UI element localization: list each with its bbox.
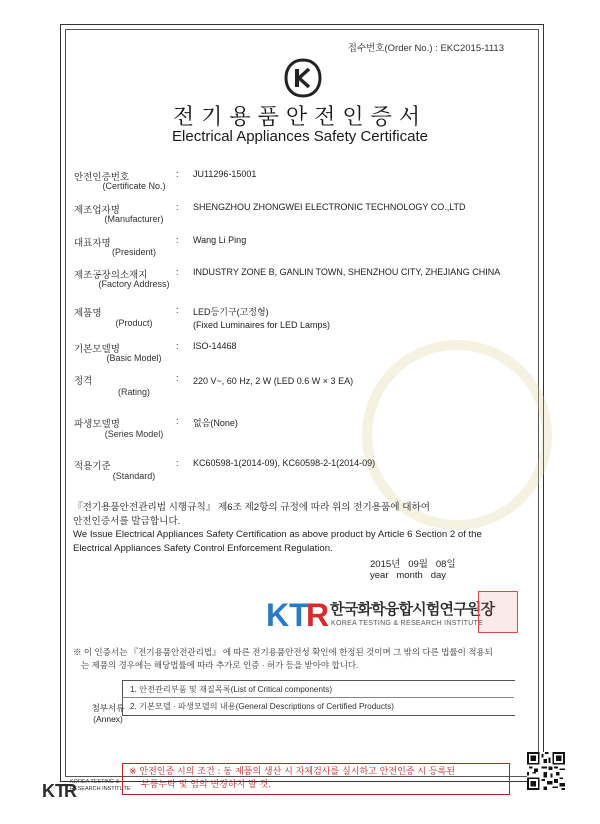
- field-label-ko: 파생모델명: [74, 419, 120, 430]
- title-korean: 전기용품안전인증서: [172, 105, 428, 130]
- field-value: SHENGZHOU ZHONGWEI ELECTRONIC TECHNOLOGY CO.,LTD: [193, 202, 466, 212]
- field-colon: :: [176, 267, 179, 277]
- field-colon: :: [176, 341, 179, 351]
- field-label-en: (Factory Address): [98, 279, 170, 289]
- order-number-label: 접수번호(Order No.) :: [347, 43, 438, 54]
- statement-en-line1: We Issue Electrical Appliances Safety Certification as above product by Article 6 Section 2 of the: [73, 529, 482, 540]
- field-label-en: (Certificate No.): [102, 181, 166, 191]
- legal-note: [73, 646, 533, 672]
- field-value: 없음(None): [193, 418, 238, 428]
- warning-line2: 부품누락 및 임의 변경하지 말 것.: [141, 780, 272, 790]
- svg-text:KT: KT: [266, 597, 309, 633]
- field-value: LED등기구(고정형): [193, 307, 269, 317]
- statement-en-line2: Electrical Appliances Safety Control Enforcement Regulation.: [73, 542, 333, 554]
- field-colon: :: [176, 373, 179, 383]
- field-colon: :: [176, 305, 179, 315]
- qr-code-icon[interactable]: [527, 752, 565, 790]
- svg-text:R: R: [64, 781, 77, 801]
- field-colon: :: [176, 202, 179, 212]
- field-value: ISO-14468: [193, 341, 237, 351]
- order-number: [348, 40, 504, 54]
- field-label-ko: 제품명: [74, 308, 102, 319]
- field-colon: :: [176, 458, 179, 468]
- statement-ko-line2: 안전인증서를 발급합니다.: [73, 515, 181, 527]
- field-label-ko: 안전인증번호: [74, 172, 130, 183]
- issue-date: 2015년 09월 08일: [370, 559, 456, 570]
- field-label-en: (Standard): [112, 471, 156, 481]
- field-label-en: (President): [111, 247, 156, 257]
- svg-text:KT: KT: [42, 781, 66, 801]
- field-label-ko: 적용기준: [74, 461, 111, 472]
- annex-label-en: (Annex): [93, 714, 123, 724]
- field-label-en: (Product): [115, 318, 153, 328]
- annex-item: 1. 안전관리부품 및 재질목록(List of Critical components): [130, 685, 333, 694]
- field-value: 220 V~, 60 Hz, 2 W (LED 0.6 W × 3 EA): [193, 376, 354, 386]
- legal-note-line2: 는 제품의 경우에는 해당법률에 따라 추가로 인증 · 허가 등을 받아야 합니다.: [81, 660, 359, 670]
- annex-label-ko: 첨부서류: [91, 703, 125, 713]
- field-colon: :: [176, 416, 179, 426]
- warning-box: [122, 763, 510, 795]
- footer-logo-caption-line1: KOREA TESTING &: [70, 779, 120, 785]
- issuer-name-korean: 한국화학융합시험연구원장: [330, 600, 495, 618]
- field-label-en: (Rating): [117, 387, 150, 397]
- field-colon: :: [176, 235, 179, 245]
- issuer-name-english: KOREA TESTING & RESEARCH INSTITUTE: [331, 620, 484, 627]
- footer-logo-caption-line2: RESEARCH INSTITUTE: [70, 786, 131, 792]
- statement: [73, 501, 533, 555]
- field-value: Wang Li Ping: [193, 235, 247, 245]
- annex-divider: [122, 697, 514, 698]
- field-label-en: (Manufacturer): [104, 214, 164, 224]
- field-label-ko: 정격: [74, 376, 93, 387]
- field-colon: :: [176, 169, 179, 179]
- field-value: KC60598-1(2014-09), KC60598-2-1(2014-09): [193, 458, 376, 468]
- field-label-ko: 제조공장의소재지: [74, 270, 148, 281]
- svg-text:R: R: [306, 597, 330, 633]
- warning-line1: ※ 안전인증 시의 조건 : 동 제품의 생산 시 자체검사를 실시하고 안전인증 시 등록된: [129, 767, 455, 777]
- legal-note-line1: ※ 이 인증서는 『전기용품안전관리법』 에 따른 전기용품안전성 확인에 한정된 것이며 그 밖의 다른 법률이 적용되: [73, 647, 493, 657]
- field-label-ko: 제조업자명: [74, 205, 120, 216]
- field-label-en: (Basic Model): [106, 353, 162, 363]
- statement-ko-line1: 『전기용품안전관리법 시행규칙』 제6조 제2항의 규정에 따라 위의 전기용품에 대하여: [73, 502, 431, 513]
- order-number-value: EKC2015-1113: [440, 43, 504, 54]
- annex-item: 2. 기본모델 · 파생모델의 내용(General Descriptions of Certified Products): [130, 702, 395, 711]
- field-value: JU11296-15001: [193, 169, 257, 179]
- title-english: Electrical Appliances Safety Certificate: [172, 128, 428, 145]
- field-label-en: (Series Model): [104, 429, 164, 439]
- kc-mark-icon: [284, 58, 322, 98]
- field-value: (Fixed Luminaires for LED Lamps): [193, 320, 331, 330]
- field-label-ko: 대표자명: [74, 238, 111, 249]
- issue-date-caption: year month day: [370, 570, 447, 581]
- field-value: INDUSTRY ZONE B, GANLIN TOWN, SHENZHOU CITY, ZHEJIANG CHINA: [193, 267, 501, 277]
- field-label-ko: 기본모델명: [74, 344, 120, 355]
- official-seal-stamp: [478, 591, 518, 633]
